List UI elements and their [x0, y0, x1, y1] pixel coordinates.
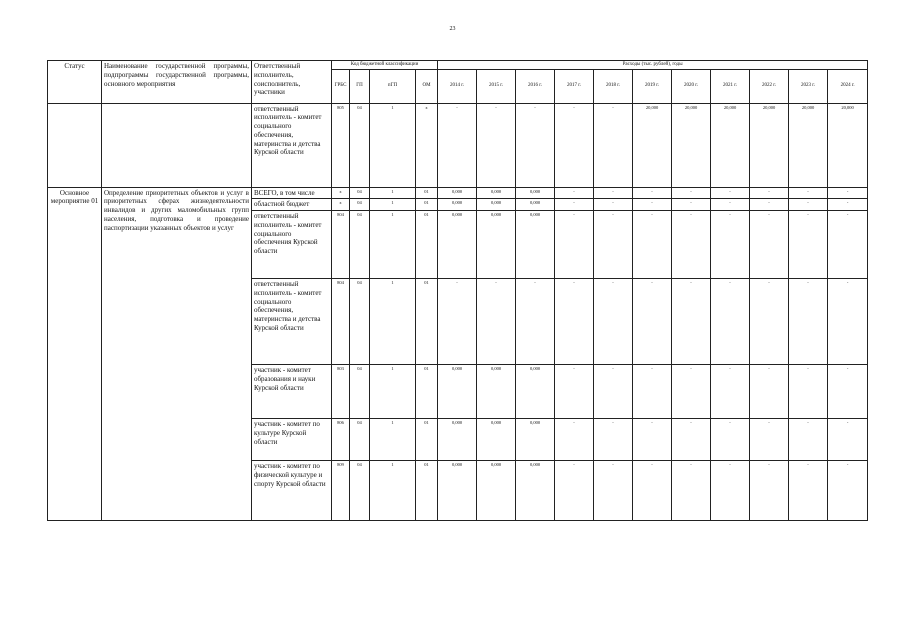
value-cell: 0,000	[438, 419, 477, 461]
kbk-om-cell: 01	[416, 187, 438, 199]
header-year: 2017 г.	[555, 69, 594, 103]
value-cell: -	[633, 279, 672, 365]
value-cell: -	[672, 187, 711, 199]
value-cell: 0,000	[516, 211, 555, 279]
responsible-cell: ответственный исполнитель - комитет социального обеспечения, материнства и детства Курской области	[252, 103, 332, 187]
value-cell: -	[828, 279, 868, 365]
value-cell: -	[672, 461, 711, 521]
value-cell: -	[711, 279, 750, 365]
value-cell: -	[594, 211, 633, 279]
value-cell: -	[594, 279, 633, 365]
measure-status-cell: Основное мероприятие 01	[48, 187, 102, 521]
name-cell	[102, 103, 252, 187]
value-cell: 0,000	[477, 461, 516, 521]
value-cell: -	[789, 419, 828, 461]
measure-name-cell: Определение приоритетных объектов и услуг в приоритетных сферах жизнедеятельности инвалидов и других маломобильных групп населения, подготовка и проведение паспортизации указанных объектов и услуг	[102, 187, 252, 521]
value-cell: -	[750, 419, 789, 461]
header-grbs: ГРБС	[332, 69, 350, 103]
value-cell: 0,000	[477, 187, 516, 199]
responsible-cell: участник - комитет по физической культуре и спорту Курской области	[252, 461, 332, 521]
value-cell: -	[789, 187, 828, 199]
value-cell: -	[594, 365, 633, 419]
value-cell: 0,000	[438, 365, 477, 419]
value-cell: -	[594, 103, 633, 187]
value-cell: -	[555, 211, 594, 279]
value-cell: -	[516, 279, 555, 365]
responsible-cell: ответственный исполнитель - комитет социального обеспечения, материнства и детства Курской области	[252, 279, 332, 365]
kbk-om-cell: 01	[416, 419, 438, 461]
responsible-cell: участник - комитет образования и науки Курской области	[252, 365, 332, 419]
header-year: 2023 г.	[789, 69, 828, 103]
value-cell: -	[750, 187, 789, 199]
kbk-gp-cell: 04	[350, 279, 370, 365]
table-row	[48, 103, 868, 187]
value-cell: -	[555, 199, 594, 211]
header-status: Статус	[48, 61, 102, 104]
kbk-om-cell: 01	[416, 279, 438, 365]
value-cell: -	[516, 103, 555, 187]
budget-table	[47, 60, 868, 521]
value-cell: -	[750, 199, 789, 211]
value-cell: -	[828, 419, 868, 461]
kbk-pgp-cell: 1	[370, 419, 416, 461]
kbk-pgp-cell: 1	[370, 103, 416, 187]
value-cell: -	[828, 187, 868, 199]
value-cell: -	[672, 211, 711, 279]
value-cell: 0,000	[438, 461, 477, 521]
kbk-om-cell: х	[416, 103, 438, 187]
value-cell: -	[438, 279, 477, 365]
kbk-grbs-cell: 804	[332, 279, 350, 365]
value-cell: 0,000	[438, 199, 477, 211]
responsible-cell: участник - комитет по культуре Курской области	[252, 419, 332, 461]
kbk-gp-cell: 04	[350, 103, 370, 187]
value-cell: 20,000	[828, 103, 868, 187]
value-cell: -	[789, 199, 828, 211]
responsible-cell: ВСЕГО, в том числе	[252, 187, 332, 199]
value-cell: 0,000	[516, 199, 555, 211]
header-year: 2024 г.	[828, 69, 868, 103]
value-cell: -	[633, 419, 672, 461]
kbk-pgp-cell: 1	[370, 211, 416, 279]
kbk-grbs-cell: 805	[332, 103, 350, 187]
header-year: 2019 г.	[633, 69, 672, 103]
value-cell: 20,000	[672, 103, 711, 187]
value-cell: -	[828, 199, 868, 211]
kbk-gp-cell: 04	[350, 211, 370, 279]
value-cell: -	[828, 211, 868, 279]
value-cell: -	[633, 365, 672, 419]
value-cell: -	[555, 365, 594, 419]
kbk-gp-cell: 04	[350, 365, 370, 419]
value-cell: -	[789, 279, 828, 365]
kbk-pgp-cell: 1	[370, 199, 416, 211]
value-cell: -	[555, 187, 594, 199]
header-year: 2016 г.	[516, 69, 555, 103]
kbk-gp-cell: 04	[350, 199, 370, 211]
value-cell: -	[711, 187, 750, 199]
value-cell: -	[594, 419, 633, 461]
value-cell: -	[477, 103, 516, 187]
value-cell: -	[750, 211, 789, 279]
header-kbk-group: Код бюджетной классификации	[332, 61, 438, 70]
value-cell: 0,000	[516, 365, 555, 419]
value-cell: -	[672, 365, 711, 419]
header-year: 2022 г.	[750, 69, 789, 103]
header-responsible: Ответственный исполнитель, соисполнитель, участники	[252, 61, 332, 104]
value-cell: 0,000	[477, 419, 516, 461]
value-cell: -	[555, 419, 594, 461]
header-expenses-group: Расходы (тыс. рублей), годы	[438, 61, 868, 70]
value-cell: -	[789, 365, 828, 419]
kbk-grbs-cell: х	[332, 199, 350, 211]
value-cell: -	[711, 461, 750, 521]
kbk-pgp-cell: 1	[370, 187, 416, 199]
value-cell: 0,000	[516, 461, 555, 521]
value-cell: 20,000	[711, 103, 750, 187]
kbk-grbs-cell: 803	[332, 365, 350, 419]
value-cell: 0,000	[516, 187, 555, 199]
value-cell: -	[711, 365, 750, 419]
page-number: 23	[449, 26, 456, 32]
value-cell: -	[633, 211, 672, 279]
kbk-gp-cell: 04	[350, 187, 370, 199]
header-name: Наименование государственной программы, подпрограммы государственной программы, основного мероприятия	[102, 61, 252, 104]
value-cell: -	[789, 211, 828, 279]
value-cell: -	[555, 461, 594, 521]
header-pgp: пГП	[370, 69, 416, 103]
header-year: 2018 г.	[594, 69, 633, 103]
value-cell: -	[594, 461, 633, 521]
value-cell: -	[711, 419, 750, 461]
value-cell: -	[477, 279, 516, 365]
value-cell: -	[750, 279, 789, 365]
header-year: 2020 г.	[672, 69, 711, 103]
value-cell: -	[711, 211, 750, 279]
value-cell: 0,000	[438, 211, 477, 279]
kbk-om-cell: 01	[416, 211, 438, 279]
kbk-pgp-cell: 1	[370, 461, 416, 521]
value-cell: -	[711, 199, 750, 211]
header-year: 2015 г.	[477, 69, 516, 103]
value-cell: -	[789, 461, 828, 521]
kbk-pgp-cell: 1	[370, 365, 416, 419]
kbk-gp-cell: 04	[350, 461, 370, 521]
kbk-gp-cell: 04	[350, 419, 370, 461]
header-year: 2014 г.	[438, 69, 477, 103]
kbk-om-cell: 01	[416, 199, 438, 211]
responsible-cell: областной бюджет	[252, 199, 332, 211]
value-cell: -	[828, 461, 868, 521]
kbk-grbs-cell: 804	[332, 211, 350, 279]
value-cell: -	[828, 365, 868, 419]
value-cell: -	[750, 365, 789, 419]
value-cell: 0,000	[438, 187, 477, 199]
value-cell: -	[672, 279, 711, 365]
status-cell	[48, 103, 102, 187]
table-row	[48, 187, 868, 199]
kbk-grbs-cell: 806	[332, 419, 350, 461]
value-cell: 0,000	[477, 199, 516, 211]
header-year: 2021 г.	[711, 69, 750, 103]
value-cell: -	[672, 419, 711, 461]
value-cell: -	[438, 103, 477, 187]
kbk-pgp-cell: 1	[370, 279, 416, 365]
header-om: ОМ	[416, 69, 438, 103]
kbk-grbs-cell: х	[332, 187, 350, 199]
value-cell: 0,000	[477, 365, 516, 419]
value-cell: -	[594, 187, 633, 199]
value-cell: -	[594, 199, 633, 211]
value-cell: 20,000	[789, 103, 828, 187]
value-cell: -	[555, 279, 594, 365]
kbk-om-cell: 01	[416, 365, 438, 419]
value-cell: 0,000	[477, 211, 516, 279]
value-cell: -	[633, 187, 672, 199]
value-cell: 0,000	[516, 419, 555, 461]
value-cell: 20,000	[750, 103, 789, 187]
value-cell: 20,000	[633, 103, 672, 187]
value-cell: -	[555, 103, 594, 187]
value-cell: -	[672, 199, 711, 211]
kbk-grbs-cell: 809	[332, 461, 350, 521]
responsible-cell: ответственный исполнитель - комитет социального обеспечения Курской области	[252, 211, 332, 279]
value-cell: -	[750, 461, 789, 521]
value-cell: -	[633, 199, 672, 211]
header-gp: ГП	[350, 69, 370, 103]
kbk-om-cell: 01	[416, 461, 438, 521]
value-cell: -	[633, 461, 672, 521]
